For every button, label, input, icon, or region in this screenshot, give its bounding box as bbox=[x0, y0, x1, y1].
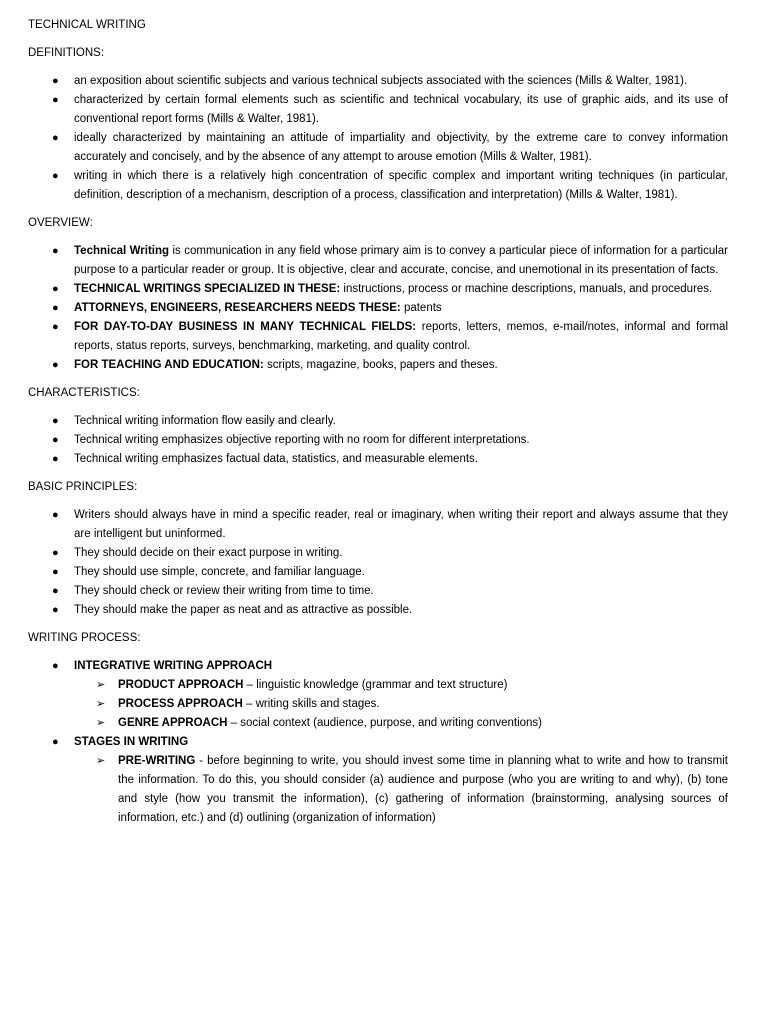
arrow-bullet-icon: ➢ bbox=[96, 698, 106, 710]
list-item: ● FOR TEACHING AND EDUCATION: scripts, magazine, books, papers and theses. bbox=[28, 356, 728, 375]
sub-list-item: ➢ PROCESS APPROACH – writing skills and stages. bbox=[28, 695, 728, 714]
title-section bbox=[28, 16, 728, 35]
principles-heading: BASIC PRINCIPLES: bbox=[28, 481, 138, 493]
bullet-icon: ● bbox=[52, 434, 59, 446]
arrow-bullet-icon: ➢ bbox=[96, 717, 106, 729]
characteristics-heading: CHARACTERISTICS: bbox=[28, 387, 140, 399]
list-item: ● an exposition about scientific subjects and various technical subjects associated with the sciences (Mills & Walter, 1981). bbox=[28, 72, 728, 91]
list-item: ● They should check or review their writing from time to time. bbox=[28, 582, 728, 601]
list-item: ● They should use simple, concrete, and familiar language. bbox=[28, 563, 728, 582]
list-item: ● Technical writing information flow easily and clearly. bbox=[28, 412, 728, 431]
stages-sublist bbox=[28, 752, 728, 828]
arrow-bullet-icon: ➢ bbox=[96, 679, 106, 691]
list-item: ● Technical writing emphasizes factual data, statistics, and measurable elements. bbox=[28, 450, 728, 469]
sub-list-item: ➢ PRODUCT APPROACH – linguistic knowledge (grammar and text structure) bbox=[28, 676, 728, 695]
integrative-sublist bbox=[28, 676, 728, 733]
list-item: ● They should decide on their exact purpose in writing. bbox=[28, 544, 728, 563]
definitions-heading: DEFINITIONS: bbox=[28, 47, 105, 59]
definitions-list bbox=[28, 72, 728, 205]
bullet-icon: ● bbox=[52, 660, 59, 672]
list-item: ● FOR DAY-TO-DAY BUSINESS IN MANY TECHNICAL FIELDS: reports, letters, memos, e-mail/notes, informal and formal reports, status reports, surveys, benchmarking, marketing, and quality control. bbox=[28, 318, 728, 356]
list-item: ● STAGES IN WRITING bbox=[28, 733, 728, 752]
list-item: ● ATTORNEYS, ENGINEERS, RESEARCHERS NEEDS THESE: patents bbox=[28, 299, 728, 318]
document-title: TECHNICAL WRITING bbox=[28, 19, 146, 31]
sub-list-item: ➢ GENRE APPROACH – social context (audience, purpose, and writing conventions) bbox=[28, 714, 728, 733]
list-item: ● They should make the paper as neat and as attractive as possible. bbox=[28, 601, 728, 620]
list-item: ● writing in which there is a relatively high concentration of specific complex and important writing techniques (in particular, definition, description of a mechanism, description of a process, classification and interpretation) (Mills & Walter, 1981). bbox=[28, 167, 728, 205]
bullet-icon: ● bbox=[52, 585, 59, 597]
list-item: ● characterized by certain formal elements such as scientific and technical vocabulary, its use of graphic aids, and its use of conventional report forms (Mills & Walter, 1981). bbox=[28, 91, 728, 129]
bullet-icon: ● bbox=[52, 75, 59, 87]
principles-section bbox=[28, 478, 728, 620]
list-item: ● Technical writing emphasizes objective reporting with no room for different interpretations. bbox=[28, 431, 728, 450]
overview-section bbox=[28, 214, 728, 375]
stages-list bbox=[28, 733, 728, 752]
bullet-icon: ● bbox=[52, 547, 59, 559]
list-item: ● Writers should always have in mind a specific reader, real or imaginary, when writing their report and always assume that they are intelligent but uninformed. bbox=[28, 506, 728, 544]
bullet-icon: ● bbox=[52, 302, 59, 314]
list-item: ● TECHNICAL WRITINGS SPECIALIZED IN THESE: instructions, process or machine descriptions, manuals, and procedures. bbox=[28, 280, 728, 299]
characteristics-section bbox=[28, 384, 728, 469]
bullet-icon: ● bbox=[52, 321, 59, 333]
process-list bbox=[28, 657, 728, 676]
bullet-icon: ● bbox=[52, 94, 59, 106]
definitions-section bbox=[28, 44, 728, 205]
list-item: ● INTEGRATIVE WRITING APPROACH bbox=[28, 657, 728, 676]
bullet-icon: ● bbox=[52, 509, 59, 521]
principles-list bbox=[28, 506, 728, 620]
bullet-icon: ● bbox=[52, 283, 59, 295]
overview-heading: OVERVIEW: bbox=[28, 217, 93, 229]
overview-list bbox=[28, 242, 728, 375]
bullet-icon: ● bbox=[52, 415, 59, 427]
bullet-icon: ● bbox=[52, 359, 59, 371]
process-section bbox=[28, 629, 728, 828]
bullet-icon: ● bbox=[52, 453, 59, 465]
bullet-icon: ● bbox=[52, 245, 59, 257]
list-item: ● ideally characterized by maintaining an attitude of impartiality and objectivity, by the extreme care to convey information accurately and concisely, and by the absence of any attempt to arouse emotion (Mills & Walter, 1981). bbox=[28, 129, 728, 167]
bullet-icon: ● bbox=[52, 170, 59, 182]
characteristics-list bbox=[28, 412, 728, 469]
list-item: ● Technical Writing is communication in any field whose primary aim is to convey a particular piece of information for a particular purpose to a particular reader or group. It is objective, clear and accurate, concise, and unemotional in its presentation of facts. bbox=[28, 242, 728, 280]
sub-list-item: ➢ PRE-WRITING - before beginning to write, you should invest some time in planning what to write and how to transmit the information. To do this, you should consider (a) audience and purpose (who you are writing to and why), (b) tone and style (how you transmit the information), (c) gathering of information (brainstorming, analysing sources of information, etc.) and (d) outlining (organization of information) bbox=[28, 752, 728, 828]
bullet-icon: ● bbox=[52, 566, 59, 578]
bullet-icon: ● bbox=[52, 736, 59, 748]
bullet-icon: ● bbox=[52, 132, 59, 144]
bullet-icon: ● bbox=[52, 604, 59, 616]
arrow-bullet-icon: ➢ bbox=[96, 755, 106, 767]
process-heading: WRITING PROCESS: bbox=[28, 632, 141, 644]
